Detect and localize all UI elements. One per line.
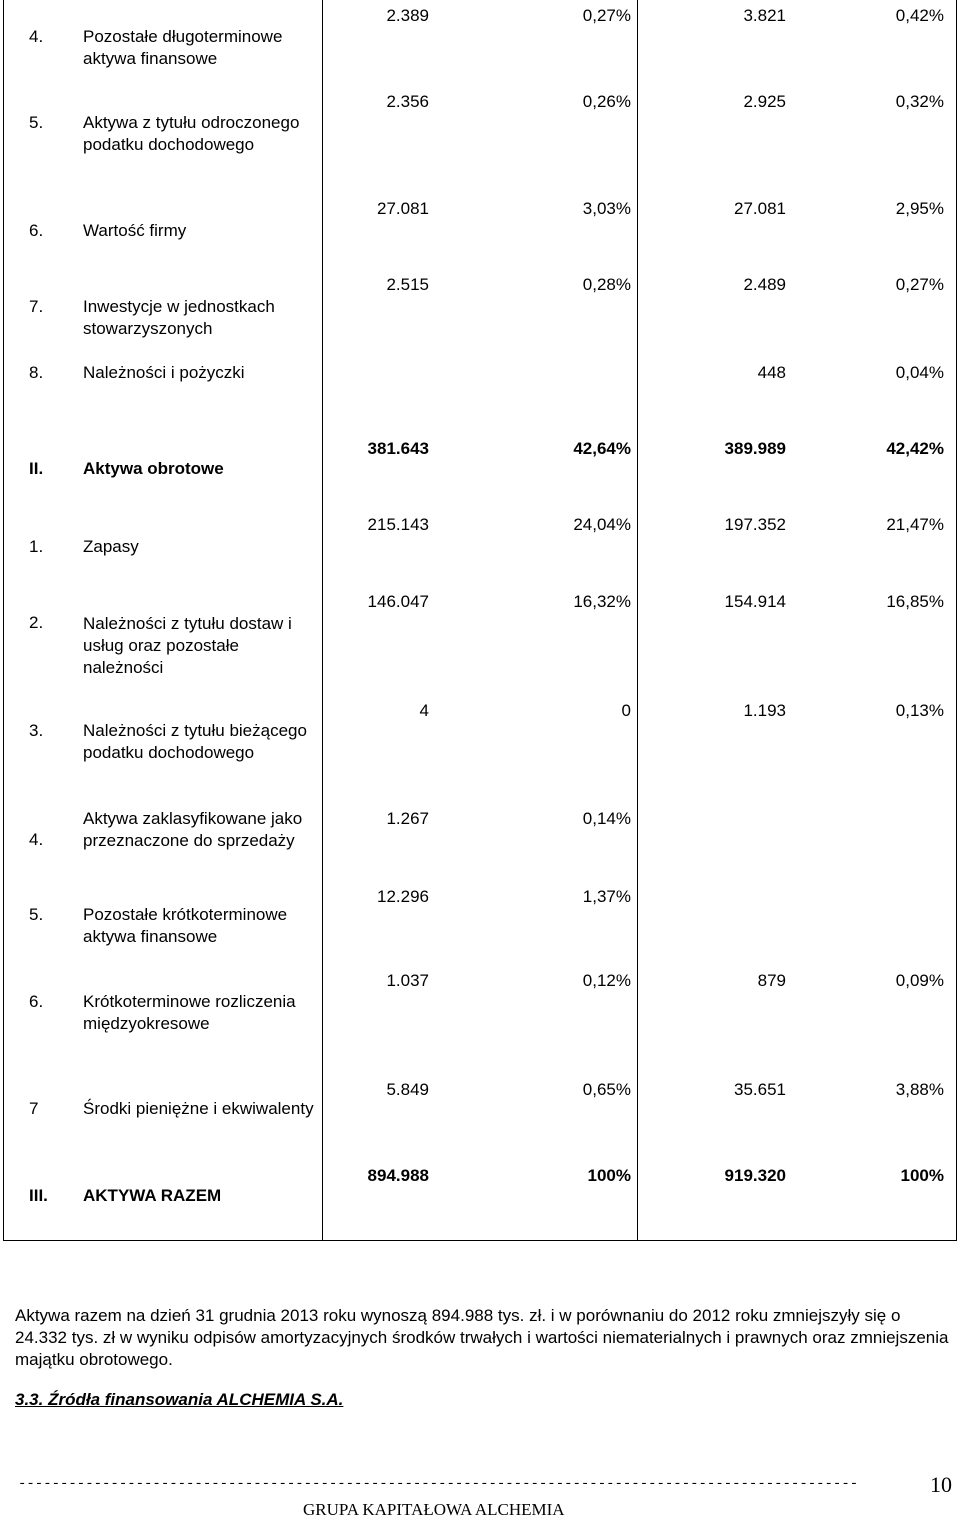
share-2013: 0,14%	[582, 809, 631, 828]
value-2013: 381.643	[367, 439, 429, 458]
share-2013: 0	[621, 701, 631, 720]
share-2012: 42,42%	[886, 439, 944, 458]
share-2012: 21,47%	[886, 515, 944, 534]
share-2013: 3,03%	[582, 199, 631, 218]
row-number: 8.	[29, 363, 44, 382]
row-number: 4.	[29, 830, 44, 849]
row-number: 7	[29, 1099, 39, 1118]
value-2012: 2.489	[743, 275, 786, 294]
share-2012: 0,04%	[895, 363, 944, 382]
value-2013: 2.515	[386, 275, 429, 294]
value-2013: 2.389	[386, 6, 429, 25]
share-2013: 100%	[587, 1166, 631, 1185]
page-number: 10	[930, 1472, 952, 1497]
share-2012: 3,88%	[895, 1080, 944, 1099]
footer-company: GRUPA KAPITAŁOWA ALCHEMIA	[303, 1500, 565, 1519]
value-2012: 1.193	[743, 701, 786, 720]
row-label: Aktywa zaklasyfikowane jako przeznaczone do sprzedaży	[83, 809, 303, 850]
value-2012: 879	[757, 971, 786, 990]
value-2012: 919.320	[724, 1166, 786, 1185]
value-2012: 27.081	[734, 199, 786, 218]
value-2012: 197.352	[724, 515, 786, 534]
value-2013: 894.988	[367, 1166, 429, 1185]
section-heading: 3.3. Źródła finansowania ALCHEMIA S.A.	[15, 1390, 344, 1409]
row-number: 6.	[29, 992, 44, 1011]
row-label: Pozostałe długoterminowe aktywa finansowe	[83, 27, 283, 68]
column-divider	[637, 0, 638, 1240]
share-2013: 16,32%	[573, 592, 631, 611]
share-2013: 0,27%	[582, 6, 631, 25]
row-label: Należności i pożyczki	[83, 363, 245, 382]
share-2012: 0,13%	[895, 701, 944, 720]
row-label: Wartość firmy	[83, 221, 187, 240]
row-label: Pozostałe krótkoterminowe aktywa finansowe	[83, 905, 288, 946]
share-2012: 100%	[900, 1166, 944, 1185]
value-2012: 35.651	[734, 1080, 786, 1099]
row-number: III.	[29, 1186, 48, 1205]
value-2013: 4	[419, 701, 429, 720]
value-2013: 12.296	[377, 887, 429, 906]
row-label: AKTYWA RAZEM	[83, 1186, 222, 1205]
footer-rule: ----------------------------------------------------------------------------------------------------	[18, 1476, 859, 1492]
row-number: 2.	[29, 613, 44, 632]
share-2013: 0,65%	[582, 1080, 631, 1099]
share-2013: 24,04%	[573, 515, 631, 534]
row-label: Zapasy	[83, 537, 139, 556]
value-2012: 389.989	[724, 439, 786, 458]
row-number: 5.	[29, 113, 44, 132]
share-2012: 0,42%	[895, 6, 944, 25]
summary-paragraph: Aktywa razem na dzień 31 grudnia 2013 roku wynoszą 894.988 tys. zł. i w porównaniu do 2012 roku zmniejszyły się o 24.332 tys. zł w wyniku odpisów amortyzacyjnych środków trwałych i wartości niematerialnych i prawnych oraz zmniejszenia majątku obrotowego.	[15, 1306, 949, 1369]
value-2012: 3.821	[743, 6, 786, 25]
share-2013: 1,37%	[582, 887, 631, 906]
row-number: II.	[29, 459, 44, 478]
share-2013: 0,28%	[582, 275, 631, 294]
value-2012: 154.914	[724, 592, 786, 611]
row-label: Aktywa z tytułu odroczonego podatku dochodowego	[83, 113, 300, 154]
row-number: 6.	[29, 221, 44, 240]
share-2013: 42,64%	[573, 439, 631, 458]
value-2013: 1.037	[386, 971, 429, 990]
share-2012: 2,95%	[895, 199, 944, 218]
row-number: 1.	[29, 537, 44, 556]
share-2013: 0,26%	[582, 92, 631, 111]
column-divider	[322, 0, 323, 1240]
row-label: Aktywa obrotowe	[83, 459, 224, 478]
row-number: 5.	[29, 905, 44, 924]
share-2012: 0,32%	[895, 92, 944, 111]
value-2013: 146.047	[367, 592, 429, 611]
row-number: 7.	[29, 297, 44, 316]
row-label: Inwestycje w jednostkach stowarzyszonych	[83, 297, 275, 338]
row-label: Środki pieniężne i ekwiwalenty	[83, 1099, 314, 1118]
value-2013: 5.849	[386, 1080, 429, 1099]
row-label: Krótkoterminowe rozliczenia międzyokresowe	[83, 992, 296, 1033]
value-2013: 2.356	[386, 92, 429, 111]
row-label: Należności z tytułu bieżącego podatku dochodowego	[83, 721, 307, 762]
share-2012: 0,09%	[895, 971, 944, 990]
value-2013: 27.081	[377, 199, 429, 218]
share-2013: 0,12%	[582, 971, 631, 990]
share-2012: 16,85%	[886, 592, 944, 611]
row-number: 3.	[29, 721, 44, 740]
value-2013: 1.267	[386, 809, 429, 828]
balance-table	[3, 0, 957, 1241]
value-2013: 215.143	[367, 515, 429, 534]
row-label: Należności z tytułu dostaw i usług oraz pozostałe należności	[83, 614, 292, 677]
value-2012: 448	[757, 363, 786, 382]
share-2012: 0,27%	[895, 275, 944, 294]
value-2012: 2.925	[743, 92, 786, 111]
row-number: 4.	[29, 27, 44, 46]
